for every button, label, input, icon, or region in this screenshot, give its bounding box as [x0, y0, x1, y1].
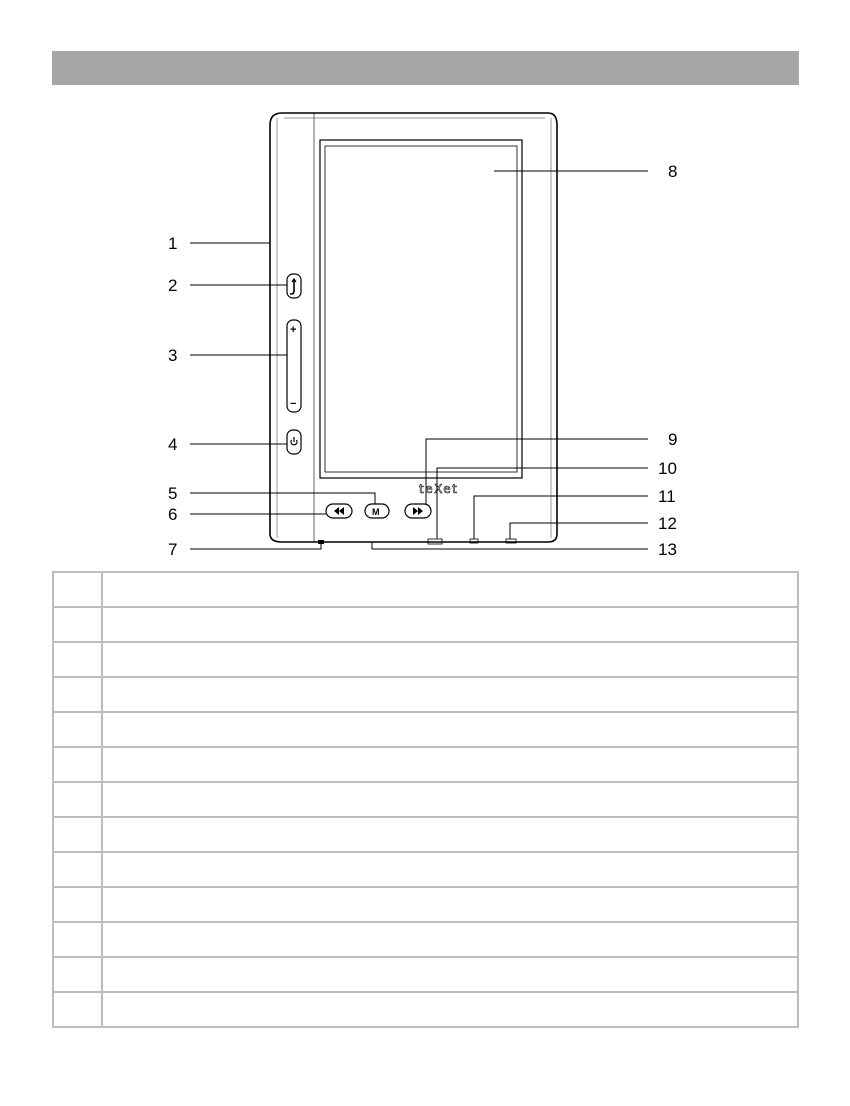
- row-number: [53, 957, 102, 992]
- table-row: [53, 887, 798, 922]
- row-number: [53, 922, 102, 957]
- power-button[interactable]: [287, 430, 301, 454]
- callout-8: 8: [668, 162, 678, 181]
- callout-2: 2: [168, 276, 178, 295]
- row-description: [102, 992, 798, 1027]
- row-number: [53, 852, 102, 887]
- callout-13: 13: [658, 540, 677, 559]
- row-number: [53, 642, 102, 677]
- brand-logo: teXet: [419, 482, 459, 496]
- callout-1: 1: [168, 234, 178, 253]
- row-description: [102, 957, 798, 992]
- callout-4: 4: [168, 435, 178, 454]
- row-description: [102, 747, 798, 782]
- prev-button[interactable]: [326, 504, 352, 518]
- row-description: [102, 817, 798, 852]
- volume-minus-label: −: [290, 398, 297, 410]
- table-row: [53, 957, 798, 992]
- callout-10: 10: [658, 459, 677, 478]
- row-description: [102, 922, 798, 957]
- row-description: [102, 572, 798, 607]
- row-number: [53, 992, 102, 1027]
- callout-3: 3: [168, 346, 178, 365]
- return-button[interactable]: [287, 274, 301, 298]
- row-description: [102, 607, 798, 642]
- menu-button[interactable]: [365, 504, 389, 518]
- table-row: [53, 607, 798, 642]
- row-description: [102, 782, 798, 817]
- row-number: [53, 887, 102, 922]
- table-row: [53, 782, 798, 817]
- callout-6: 6: [168, 505, 178, 524]
- row-number: [53, 782, 102, 817]
- callout-12: 12: [658, 514, 677, 533]
- table-row: [53, 992, 798, 1027]
- volume-plus-label: +: [290, 324, 297, 336]
- row-number: [53, 817, 102, 852]
- callout-9: 9: [668, 430, 678, 449]
- row-number: [53, 677, 102, 712]
- table-row: [53, 642, 798, 677]
- callout-11: 11: [658, 487, 676, 506]
- table-row: [53, 817, 798, 852]
- row-description: [102, 852, 798, 887]
- next-button[interactable]: [405, 504, 431, 518]
- row-description: [102, 712, 798, 747]
- row-number: [53, 747, 102, 782]
- table-row: [53, 712, 798, 747]
- row-number: [53, 572, 102, 607]
- table-row: [53, 747, 798, 782]
- table-row: [53, 572, 798, 607]
- row-description: [102, 887, 798, 922]
- callout-7: 7: [168, 540, 178, 559]
- legend-table: [52, 571, 799, 1028]
- row-number: [53, 712, 102, 747]
- volume-rocker[interactable]: [287, 320, 301, 412]
- callout-5: 5: [168, 484, 178, 503]
- menu-label: M: [372, 507, 380, 517]
- table-row: [53, 677, 798, 712]
- row-description: [102, 677, 798, 712]
- table-row: [53, 852, 798, 887]
- row-description: [102, 642, 798, 677]
- row-number: [53, 607, 102, 642]
- table-row: [53, 922, 798, 957]
